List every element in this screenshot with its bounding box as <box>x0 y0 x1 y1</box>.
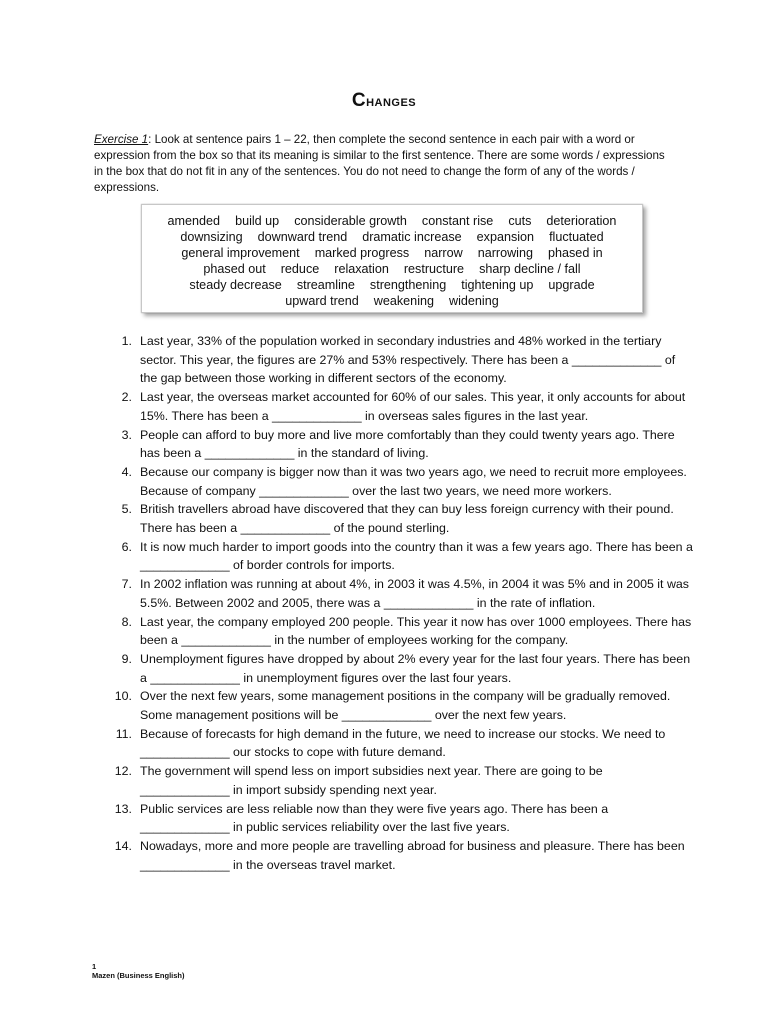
word-row <box>142 246 642 260</box>
item-number: 13. <box>114 801 132 816</box>
word-option: narrowing <box>477 246 533 260</box>
item-number: 1. <box>121 334 132 348</box>
instructions-text: : Look at sentence pairs 1 – 22, then complete the second sentence in each pair with a word or expression from the box so that its meaning is similar to the first sentence. There are some words / expressions in the box that do not fit in any of the sentences. You do not need to change the form of any of the words / expressions. <box>94 133 665 194</box>
exercise-item <box>110 575 694 612</box>
word-option: narrow <box>424 246 463 260</box>
item-number: 12. <box>114 764 132 779</box>
exercise-item <box>110 650 694 687</box>
item-text: Last year, the company employed 200 people. This year it now has over 1000 employees. There has been a _____________ in the number of employees working for the company. <box>140 614 692 648</box>
word-row <box>142 294 642 308</box>
page-number: 1 <box>92 962 97 971</box>
item-number: 4. <box>121 464 132 479</box>
word-option: restructure <box>403 262 465 276</box>
item-number: 9. <box>121 651 132 666</box>
item-text: Last year, 33% of the population worked in secondary industries and 48% worked in the tertiary sector. This year, the figures are 27% and 53% respectively. There has been a _____________ of the gap between those working in different sectors of the economy. <box>140 334 676 386</box>
word-option: strengthening <box>369 278 447 292</box>
exercise-item <box>110 687 694 724</box>
item-number: 5. <box>121 502 132 517</box>
item-text: It is now much harder to import goods into the country than it was a few years ago. There has been a _____________ of border controls for imports. <box>140 539 693 573</box>
word-option: cuts <box>508 214 532 228</box>
exercise-item <box>110 613 694 650</box>
exercise-item <box>110 426 694 463</box>
page-title: Changes <box>351 90 417 111</box>
word-row <box>142 214 642 228</box>
word-option: deterioration <box>546 214 617 228</box>
word-option: relaxation <box>334 262 389 276</box>
item-text: Public services are less reliable now than they were five years ago. There has been a _____________ in public services reliability over the last five years. <box>140 801 609 835</box>
item-number: 11. <box>115 726 132 741</box>
word-option: marked progress <box>314 246 410 260</box>
word-row <box>142 262 642 276</box>
word-option: downsizing <box>180 230 243 244</box>
word-option: reduce <box>280 262 320 276</box>
item-text: Nowadays, more and more people are travelling abroad for business and pleasure. There has been _____________ in the overseas travel market. <box>140 838 685 872</box>
exercise-items <box>110 332 694 874</box>
word-option: phased out <box>203 262 266 276</box>
item-number: 6. <box>121 539 132 554</box>
exercise-item <box>110 388 694 425</box>
item-number: 14. <box>114 838 132 853</box>
word-row <box>142 230 642 244</box>
exercise-label: Exercise 1 <box>94 133 149 146</box>
word-option: widening <box>449 294 499 308</box>
exercise-item <box>110 800 694 837</box>
word-option: streamline <box>296 278 355 292</box>
word-option: upgrade <box>548 278 595 292</box>
word-row <box>142 278 642 292</box>
item-text: British travellers abroad have discovered that they can buy less foreign currency with their pound. There has been a _____________ of the pound sterling. <box>140 502 674 536</box>
item-text: Because of forecasts for high demand in the future, we need to increase our stocks. We need to _____________ our stocks to cope with future demand. <box>140 726 666 760</box>
word-option: dramatic increase <box>362 230 462 244</box>
item-number: 10. <box>114 689 132 704</box>
item-number: 7. <box>121 577 132 592</box>
word-option: expansion <box>476 230 535 244</box>
item-number: 2. <box>121 390 132 405</box>
exercise-item <box>110 463 694 500</box>
item-text: Because our company is bigger now than it was two years ago, we need to recruit more employees. Because of company _____________ over the last two years, we need more workers. <box>140 464 687 498</box>
item-text: Last year, the overseas market accounted for 60% of our sales. This year, it only accounts for about 15%. There has been a _____________ in overseas sales figures in the last year. <box>140 390 686 423</box>
exercise-instructions <box>94 132 676 196</box>
word-option: downward trend <box>257 230 348 244</box>
item-text: The government will spend less on import subsidies next year. There are going to be _____________ in import subsidy spending next year. <box>140 764 603 797</box>
word-option: considerable growth <box>294 214 407 228</box>
item-text: In 2002 inflation was running at about 4%, in 2003 it was 4.5%, in 2004 it was 5% and in 2005 it was 5.5%. Between 2002 and 2005, there was a _____________ in the rate of inflation. <box>140 577 689 610</box>
word-option: steady decrease <box>189 278 282 292</box>
item-text: Over the next few years, some management positions in the company will be gradually removed. Some management positions will be _____________ over the next few years. <box>140 689 671 723</box>
word-box <box>141 204 643 313</box>
word-option: tightening up <box>461 278 534 292</box>
word-option: amended <box>167 214 221 228</box>
exercise-item <box>110 500 694 537</box>
item-number: 3. <box>121 427 132 442</box>
footer-author: Mazen (Business English) <box>92 971 185 980</box>
word-option: weakening <box>373 294 434 308</box>
page-footer <box>92 962 185 980</box>
word-option: fluctuated <box>549 230 604 244</box>
word-option: sharp decline / fall <box>479 262 581 276</box>
item-number: 8. <box>121 614 132 629</box>
exercise-item <box>110 762 694 799</box>
exercise-item <box>110 837 694 874</box>
word-option: build up <box>235 214 280 228</box>
word-option: general improvement <box>181 246 300 260</box>
exercise-item <box>110 332 694 388</box>
exercise-item <box>110 725 694 762</box>
word-option: phased in <box>548 246 603 260</box>
word-option: upward trend <box>285 294 359 308</box>
item-text: People can afford to buy more and live more comfortably than they could twenty years ago. There has been a _____________ in the standard of living. <box>140 427 675 461</box>
item-text: Unemployment figures have dropped by about 2% every year for the last four years. There has been a _____________ in unemployment figures over the last four years. <box>140 651 691 685</box>
exercise-item <box>110 538 694 575</box>
word-option: constant rise <box>421 214 494 228</box>
